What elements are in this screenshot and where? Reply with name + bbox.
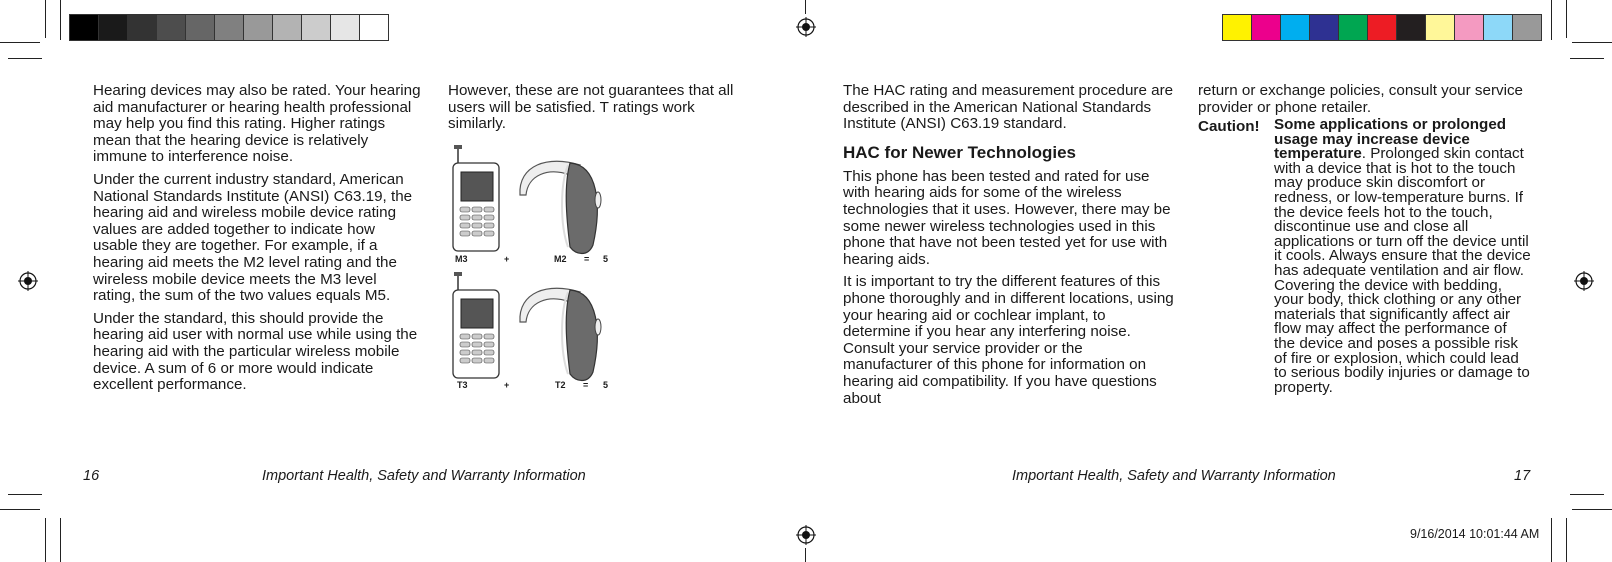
caution-paragraph bbox=[1274, 118, 1532, 395]
left-page-column-1 bbox=[93, 83, 421, 400]
phone-icon bbox=[453, 272, 499, 378]
color-swatch bbox=[272, 14, 302, 41]
hearing-aid-icon bbox=[520, 288, 601, 380]
caution-label: Caution! bbox=[1198, 118, 1260, 135]
color-swatch bbox=[243, 14, 273, 41]
page-number: 17 bbox=[1514, 468, 1531, 484]
color-swatch bbox=[127, 14, 157, 41]
right-page-column-1 bbox=[843, 83, 1175, 413]
caution-body: . Prolonged skin contact with a device that is hot to the touch may produce skin discomfort or redness, or low-temperature burns. If the device feels hot to the touch, discontinue use and close all applications or turn off the device until it cools. Always ensure that the device has adequate ventilation and air flow. Covering the device with bedding, your body, thick clothing or any other materials that significantly affect air flow may affect the performance of the device and poses a possible risk of fire or explosion, which could lead to serious bodily injuries or damage to property. bbox=[1274, 145, 1531, 396]
color-swatch bbox=[301, 14, 331, 41]
color-swatch bbox=[98, 14, 128, 41]
registration-mark-icon bbox=[796, 525, 816, 545]
plus-sign: + bbox=[504, 254, 510, 264]
color-swatch bbox=[1425, 14, 1455, 41]
color-swatch bbox=[1483, 14, 1513, 41]
hac-illustration bbox=[448, 145, 628, 405]
color-swatch bbox=[1338, 14, 1368, 41]
color-swatch bbox=[1222, 14, 1252, 41]
color-swatch bbox=[214, 14, 244, 41]
registration-mark-icon bbox=[18, 271, 38, 291]
color-swatch bbox=[330, 14, 360, 41]
color-swatch bbox=[156, 14, 186, 41]
paragraph: Hearing devices may also be rated. Your hearing aid manufacturer or hearing health professional may help you find this rating. Higher ratings mean that the hearing device is relatively immune to interference noise. bbox=[93, 82, 421, 166]
left-page-column-2 bbox=[448, 83, 753, 139]
paragraph: Under the standard, this should provide the hearing aid user with normal use while using the hearing aid with the particular wireless mobile device. A sum of 6 or more would indicate excellent performance. bbox=[93, 309, 418, 394]
color-swatch bbox=[1251, 14, 1281, 41]
phone-rating-label: T3 bbox=[457, 380, 468, 390]
section-heading: HAC for Newer Technologies bbox=[843, 142, 1076, 162]
aid-rating-label: M2 bbox=[554, 254, 567, 264]
phone-icon bbox=[453, 145, 499, 251]
paragraph: It is important to try the different features of this phone thoroughly and in different locations, using your hearing aid or cochlear implant, to determine if you hear any interfering noise. Consult your service provider or the manufacturer of this phone for information on hearing aid compatibility. If you have questions about bbox=[843, 273, 1174, 407]
phone-rating-label: M3 bbox=[455, 254, 468, 264]
color-swatch bbox=[359, 14, 389, 41]
paragraph: However, these are not guarantees that all users will be satisfied. T ratings work similarly. bbox=[448, 82, 734, 133]
color-swatch bbox=[69, 14, 99, 41]
page-number: 16 bbox=[83, 468, 100, 484]
sum-value: 5 bbox=[603, 380, 609, 390]
rating-row-2 bbox=[448, 380, 628, 394]
caution-emphasis: Some applications or prolonged usage may increase device temperature bbox=[1274, 116, 1507, 163]
paragraph: return or exchange policies, consult your service provider or phone retailer. bbox=[1198, 82, 1524, 116]
rating-row-1 bbox=[448, 254, 628, 268]
equals-sign: = bbox=[583, 380, 589, 390]
paragraph: Under the current industry standard, American National Standards Institute (ANSI) C63.19, the hearing aid and wireless mobile device rating values are added together to indicate how usable they are together. For example, if a hearing aid meets the M2 level rating and the wireless mobile device meets the M3 level rating, the sum of the two values equals M5. bbox=[93, 170, 413, 305]
paragraph: This phone has been tested and rated for use with hearing aids for some of the wireless technologies that it uses. However, there may be some newer wireless technologies used in this phone that have not been tested yet for use with hearing aids. bbox=[843, 167, 1171, 268]
equals-sign: = bbox=[584, 254, 590, 264]
hac-rating-figure bbox=[448, 145, 628, 405]
hearing-aid-icon bbox=[520, 161, 601, 253]
color-swatch bbox=[1454, 14, 1484, 41]
registration-mark-icon bbox=[796, 17, 816, 37]
color-swatch bbox=[1280, 14, 1310, 41]
paragraph: The HAC rating and measurement procedure are described in the American National Standards Institute (ANSI) C63.19 standard. bbox=[843, 82, 1174, 133]
footer-title: Important Health, Safety and Warranty Information bbox=[262, 468, 586, 484]
color-swatch bbox=[1367, 14, 1397, 41]
plus-sign: + bbox=[504, 380, 510, 390]
color-swatch bbox=[185, 14, 215, 41]
footer-title: Important Health, Safety and Warranty Information bbox=[1012, 468, 1336, 484]
aid-rating-label: T2 bbox=[555, 380, 566, 390]
sum-value: 5 bbox=[603, 254, 609, 264]
color-swatch bbox=[1309, 14, 1339, 41]
color-swatch bbox=[1512, 14, 1542, 41]
print-timestamp: 9/16/2014 10:01:44 AM bbox=[1410, 527, 1540, 541]
registration-mark-icon bbox=[1574, 271, 1594, 291]
color-swatch bbox=[1396, 14, 1426, 41]
